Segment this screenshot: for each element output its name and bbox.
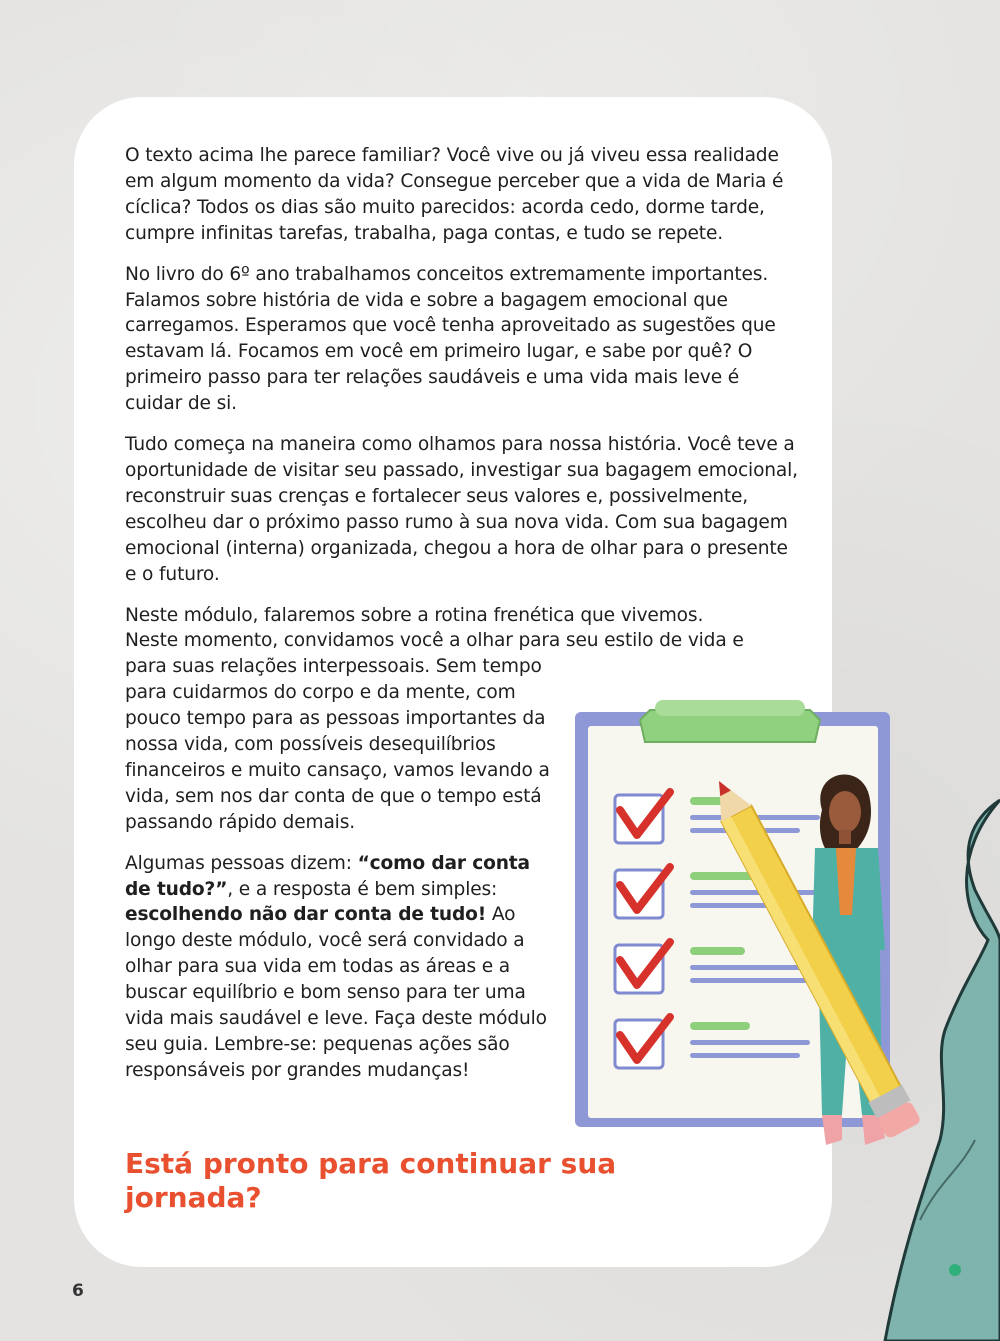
line-icon: [690, 1053, 800, 1058]
arm-icon: [885, 800, 1000, 1341]
shoe-icon: [822, 1115, 842, 1145]
line-icon: [690, 872, 755, 880]
paragraph-5-rest: Ao longo deste módulo, você será convidado a olhar para sua vida em todas as áreas e a buscar equilíbrio e bom senso para ter uma vida mais saudável e leve. Faça deste módulo seu guia. Lembre-se: pequenas ações são responsáveis por grandes mudanças!: [125, 904, 547, 1081]
line-icon: [690, 1022, 750, 1030]
line-icon: [690, 947, 745, 955]
paragraph-3: Tudo começa na maneira como olhamos para nossa história. Você teve a oportunidade de visitar seu passado, investigar sua bagagem emocional, reconstruir suas crenças e fortalecer seus valores e, possivelmente, escolheu dar o próximo passo rumo à sua nova vida. Com sua bagagem emocional (interna) organizada, chegou a hora de olhar para o presente e o futuro.: [125, 434, 798, 585]
checklist-illustration: [560, 700, 920, 1170]
paragraph-5-answer: escolhendo não dar conta de tudo!: [125, 904, 487, 926]
paragraph-5: [125, 851, 550, 1084]
line-icon: [690, 1040, 810, 1045]
paragraph-4-line-2: Neste momento, convidamos você a olhar para seu estilo de vida e: [125, 630, 744, 652]
line-icon: [690, 978, 810, 983]
paragraph-1: O texto acima lhe parece familiar? Você vive ou já viveu essa realidade em algum momento da vida? Consegue perceber que a vida de Maria é cíclica? Todos os dias são muito parecidos: acorda cedo, dorme tarde, cumpre infinitas tarefas, trabalha, paga contas, e tudo se repete.: [125, 145, 784, 244]
line-icon: [690, 890, 820, 895]
closing-headline: Está pronto para continuar sua jornada?: [125, 1147, 617, 1214]
paragraph-2: No livro do 6º ano trabalhamos conceitos extremamente importantes. Falamos sobre história de vida e sobre a bagagem emocional que carregamos. Esperamos que você tenha aproveitado as sugestões que estavam lá. Focamos em você em primeiro lugar, e sabe por quê? O primeiro passo para ter relações saudáveis e uma vida mais leve é cuidar de si.: [125, 263, 776, 415]
neck-icon: [839, 830, 851, 844]
paragraph-5-quote: “como dar conta de tudo?”: [125, 852, 530, 900]
face-icon: [829, 791, 861, 833]
paragraph-5-intro: Algumas pessoas dizem:: [125, 852, 358, 874]
paragraph-4-rest: para suas relações interpessoais. Sem tempo para cuidarmos do corpo e da mente, com pouco tempo para as pessoas importantes da nossa vida, com possíveis desequilíbrios financeiros e muito cansaço, vamos levando a vida, sem nos dar conta de que o tempo está passando rápido demais.: [125, 656, 550, 833]
paragraph-4-line-1: Neste módulo, falaremos sobre a rotina frenética que vivemos.: [125, 604, 704, 626]
side-figure-illustration: [880, 780, 1000, 1341]
clipboard-clip-top: [655, 700, 805, 716]
page-number: 6: [72, 1281, 84, 1301]
dot-icon: [949, 1264, 961, 1276]
paragraph-5-middle: , e a resposta é bem simples:: [227, 878, 498, 900]
